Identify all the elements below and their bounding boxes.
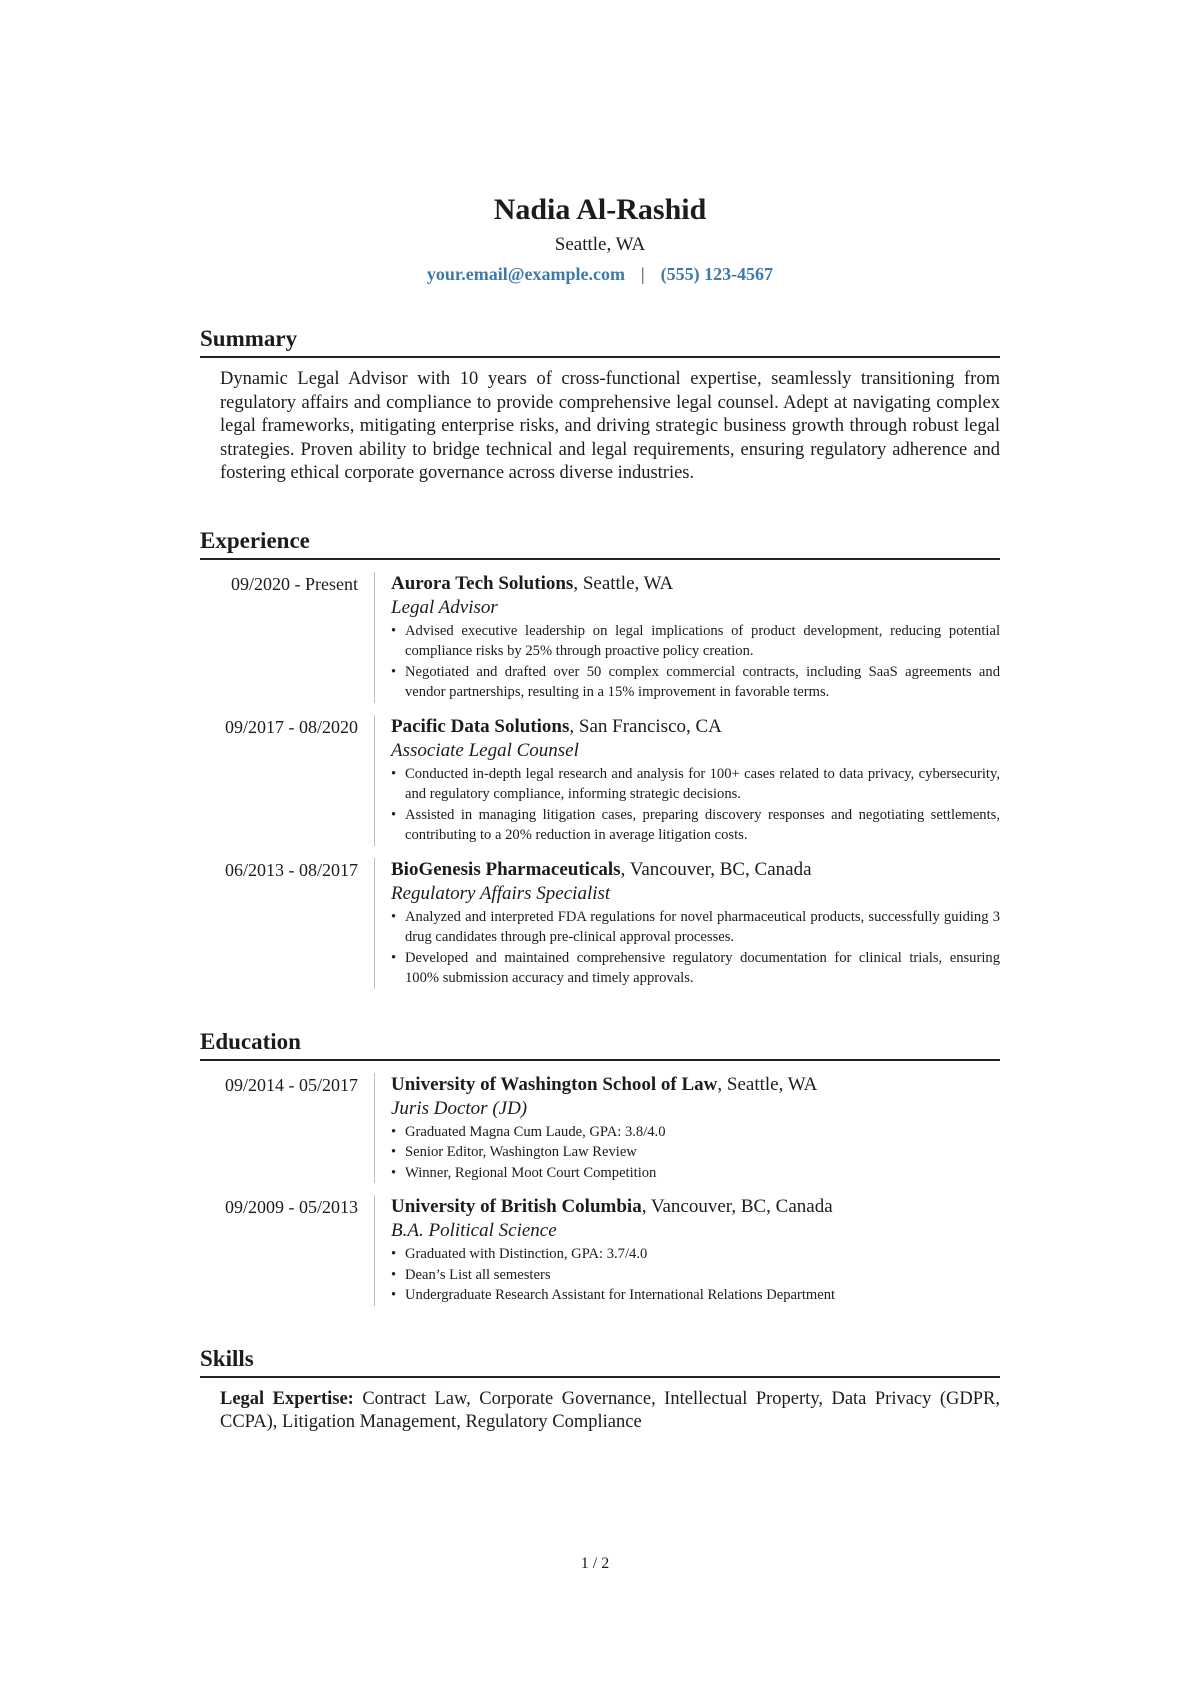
candidate-name: Nadia Al-Rashid [493,193,707,226]
experience-entry [200,715,1000,846]
entry-dates: 09/2020 - Present [200,572,375,703]
entry-role: Juris Doctor (JD) [391,1097,528,1119]
bullet-item: • Analyzed and interpreted FDA regulations for novel pharmaceutical products, successfully guiding 3 drug candidates through pre-clinical approval processes. [391,907,1000,948]
section-title-summary: Summary [200,324,1000,358]
education-entry [200,1195,1000,1306]
entry-location: , Vancouver, BC, Canada [641,1196,833,1217]
bullet-item: • Graduated with Distinction, GPA: 3.7/4.0 [391,1244,1000,1265]
entry-bullets [391,764,1000,846]
entry-organization: Pacific Data Solutions [391,715,570,737]
entry-bullets [391,1244,1000,1306]
page-number: 1 / 2 [580,1555,610,1572]
bullet-item: • Advised executive leadership on legal implications of product development, reducing potential compliance risks by 25% through proactive policy creation. [391,621,1000,662]
entry-organization: BioGenesis Pharmaceuticals [391,858,621,880]
entry-role: Associate Legal Counsel [391,739,579,761]
skills-section [200,1344,1000,1435]
experience-section [200,526,1000,989]
entry-title [391,715,1000,739]
bullet-item: • Assisted in managing litigation cases, preparing discovery responses and negotiating settlements, contributing to a 20% reduction in average litigation costs. [391,805,1000,846]
entry-body [375,1073,1000,1184]
contact-line [200,260,1000,288]
bullet-item: • Winner, Regional Moot Court Competition [391,1163,1000,1184]
entry-location: , Seattle, WA [717,1073,818,1095]
education-section [200,1027,1000,1306]
entry-location: , Vancouver, BC, Canada [620,858,812,880]
candidate-location: Seattle, WA [554,234,646,255]
resume-page [200,190,1000,1435]
entry-organization: University of British Columbia [391,1196,642,1217]
entry-dates: 09/2017 - 08/2020 [200,715,375,846]
entry-role: B.A. Political Science [391,1220,557,1241]
bullet-item: • Undergraduate Research Assistant for International Relations Department [391,1285,1000,1306]
entry-title [391,858,1000,882]
contact-separator: | [640,264,645,284]
entry-role: Regulatory Affairs Specialist [391,882,611,904]
bullet-item: • Developed and maintained comprehensive regulatory documentation for clinical trials, ensuring 100% submission accuracy and timely approvals. [391,948,1000,989]
email-link[interactable]: your.email@example.com [426,264,625,284]
phone-link[interactable]: (555) 123-4567 [660,264,774,284]
entry-dates: 09/2009 - 05/2013 [200,1195,375,1306]
entry-bullets [391,621,1000,703]
entry-organization: Aurora Tech Solutions [391,572,574,594]
section-title-education: Education [200,1027,1000,1061]
entry-body [375,715,1000,846]
experience-entry [200,572,1000,703]
bullet-item: • Senior Editor, Washington Law Review [391,1142,1000,1163]
bullet-item: • Graduated Magna Cum Laude, GPA: 3.8/4.0 [391,1122,1000,1143]
entry-body [375,1195,1000,1306]
entry-location: , Seattle, WA [573,572,674,594]
entry-title [391,1195,1000,1219]
bullet-item: • Conducted in-depth legal research and analysis for 100+ cases related to data privacy, cybersecurity, and regulatory compliance, informing strategic decisions. [391,764,1000,805]
entry-bullets [391,1122,1000,1184]
entry-dates: 09/2014 - 05/2017 [200,1073,375,1184]
summary-text: Dynamic Legal Advisor with 10 years of cross-functional expertise, seamlessly transitioning from regulatory affairs and compliance to provide comprehensive legal counsel. Adept at navigating complex legal frameworks, mitigating enterprise risks, and driving strategic business growth through robust legal strategies. Proven ability to bridge technical and legal requirements, ensuring regulatory adherence and fostering ethical corporate governance across diverse industries. [220,369,1000,483]
section-title-experience: Experience [200,526,1000,560]
bullet-item: • Negotiated and drafted over 50 complex commercial contracts, including SaaS agreements and vendor partnerships, resulting in a 15% improvement in favorable terms. [391,662,1000,703]
entry-role: Legal Advisor [391,596,498,618]
bullet-item: • Dean’s List all semesters [391,1265,1000,1286]
entry-body [375,572,1000,703]
skill-list: Contract Law, Corporate Governance, Intellectual Property, Data Privacy (GDPR, CCPA), Litigation Management, Regulatory Compliance [220,1388,1000,1432]
entry-dates: 06/2013 - 08/2017 [200,858,375,989]
experience-entry [200,858,1000,989]
section-title-skills: Skills [200,1344,1000,1378]
entry-organization: University of Washington School of Law [391,1073,718,1095]
summary-section [200,324,1000,486]
skills-text [220,1388,1000,1435]
entry-body [375,858,1000,989]
resume-header [200,190,1000,288]
entry-title [391,1073,1000,1097]
entry-location: , San Francisco, CA [569,715,722,737]
entry-bullets [391,907,1000,989]
entry-title [391,572,1000,596]
education-entry [200,1073,1000,1184]
skill-category-label: Legal Expertise: [220,1388,354,1409]
